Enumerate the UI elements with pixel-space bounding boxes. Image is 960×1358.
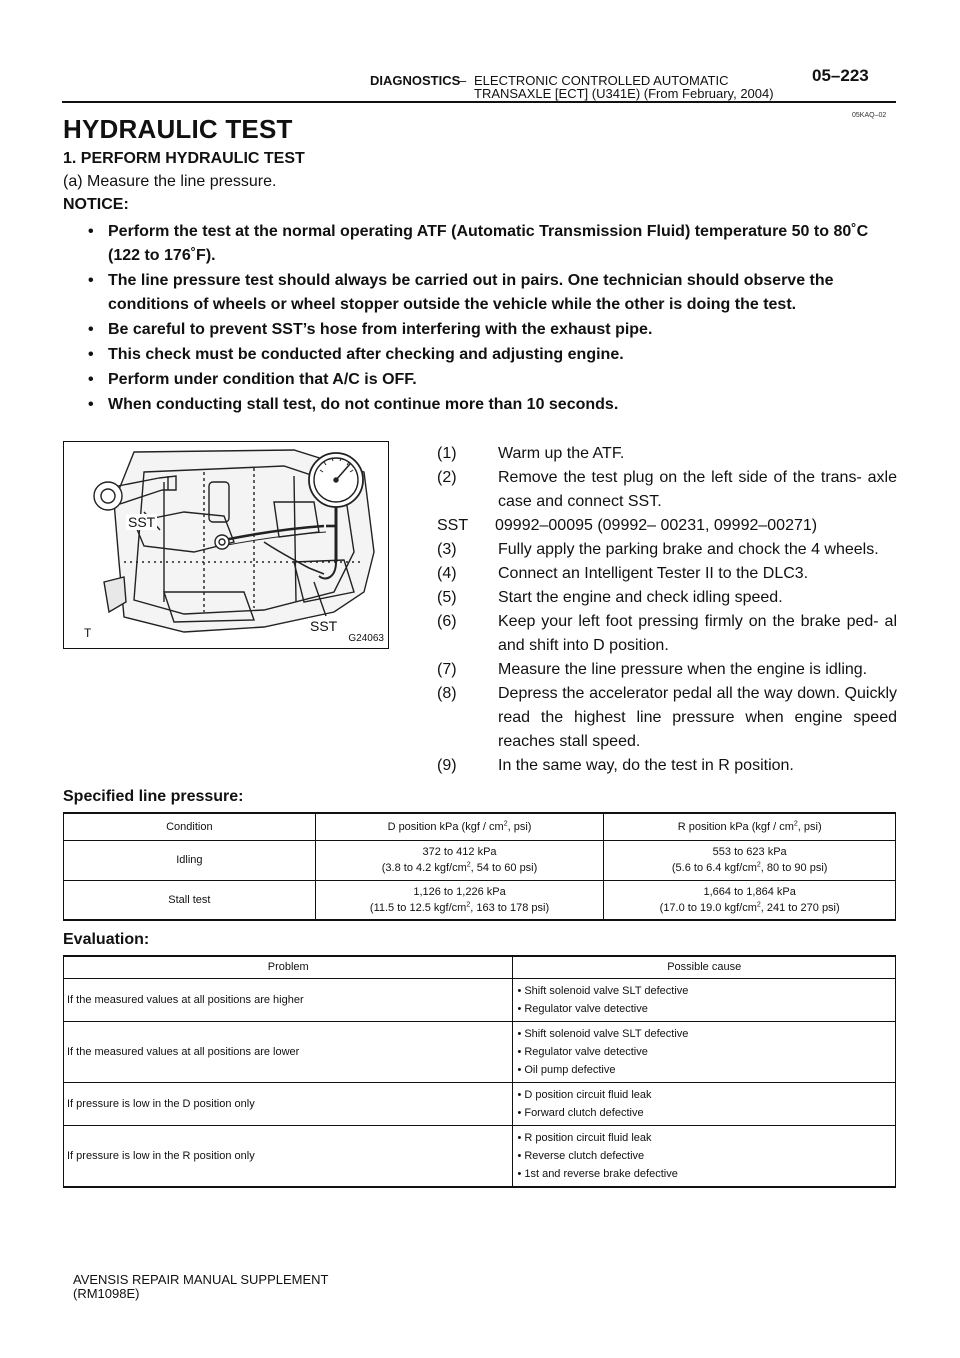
procedure-step: (5) Start the engine and check idling speed. [437,589,783,606]
table-cell: • D position circuit fluid leak • Forward clutch defective [513,1082,896,1125]
table-cell: If pressure is low in the D position only [64,1082,513,1125]
table-cell: • Shift solenoid valve SLT defective • Regulator valve detective • Oil pump defective [513,1021,896,1082]
table-row [64,1021,896,1082]
table-cell: 1,664 to 1,864 kPa (17.0 to 19.0 kgf/$cm^2$, 241 to 270 psi) [604,880,896,920]
figure-label-sst-bottom: SST [310,618,338,634]
procedure-step: (4) Connect an Intelligent Tester II to the DLC3. [437,565,809,582]
page-number: 05–223 [812,66,869,85]
table-row [64,840,896,880]
table-cell: Stall test [64,880,316,920]
procedure-step: (9) In the same way, do the test in R position. [437,757,794,774]
notice-label: NOTICE: [63,196,129,213]
procedure-step: (3) Fully apply the parking brake and chock the 4 wheels. [437,541,879,558]
column-header: D position kPa ($kgf / cm^2$, psi) [315,813,604,840]
table-cell: 1,126 to 1,226 kPa (11.5 to 12.5 kgf/$cm^2$, 163 to 178 psi) [315,880,604,920]
table-cell: Idling [64,840,316,880]
table-cell: • Shift solenoid valve SLT defective • Regulator valve detective [513,978,896,1021]
notice-item: • This check must be conducted after checking and adjusting engine. [88,343,898,367]
hydraulic-test-illustration [63,441,389,649]
table-row [64,1082,896,1125]
bullet-icon: • [88,272,94,289]
spec-table-title: Specified line pressure: [63,788,244,805]
spec-table [63,812,896,921]
notice-item: • Be careful to prevent SST’s hose from interfering with the exhaust pipe. [88,318,898,342]
header-rule [62,101,896,103]
bullet-icon: • [88,321,94,338]
document-code: 05KAQ–02 [852,112,887,119]
column-header: Condition [64,813,316,840]
header-dash: – [459,73,467,88]
table-cell: 372 to 412 kPa (3.8 to 4.2 kgf/$cm^2$, 54 to 60 psi) [315,840,604,880]
step-heading: 1. PERFORM HYDRAULIC TEST [63,150,305,167]
eval-table [63,955,896,1188]
notice-item: • The line pressure test should always be carried out in pairs. One technician should observe the conditions of wheels or wheel stopper outside the vehicle while the other is doing the test. [88,269,898,317]
notice-item: • Perform under condition that A/C is OFF. [88,368,898,392]
page-title: HYDRAULIC TEST [63,114,293,144]
table-row [64,880,896,920]
notice-item: • When conducting stall test, do not continue more than 10 seconds. [88,393,898,417]
notice-item: • Perform the test at the normal operating ATF (Automatic Transmission Fluid) temperature 50 to 80˚C (122 to 176˚F). [88,220,898,268]
substep-text: (a) Measure the line pressure. [63,173,277,190]
column-header: Possible cause [513,956,896,978]
table-cell: • R position circuit fluid leak • Reverse clutch defective • 1st and reverse brake defective [513,1125,896,1187]
table-header-row [64,956,896,978]
bullet-icon: • [88,396,94,413]
header-title-line2: TRANSAXLE [ECT] (U341E) (From February, 2004) [474,86,774,101]
table-row [64,1125,896,1187]
procedure-step: (1) Warm up the ATF. [437,445,625,462]
procedure-step: (8) Depress the accelerator pedal all the way down. Quickly read the highest line pressure when engine speed reaches stall speed. [437,685,897,750]
table-cell: If pressure is low in the R position only [64,1125,513,1187]
figure-id: G24063 [348,633,384,644]
procedure-list [437,442,897,778]
transaxle-gauge-drawing-icon [64,442,389,649]
header-section: DIAGNOSTICS [370,73,461,88]
table-header-row [64,813,896,840]
procedure-sst: SST 09992–00095 (09992– 00231, 09992–00271) [437,517,818,534]
table-cell: 553 to 623 kPa (5.6 to 6.4 kgf/$cm^2$, 80 to 90 psi) [604,840,896,880]
figure-label-sst-top: SST [128,514,156,530]
notice-list [88,220,898,418]
eval-table-title: Evaluation: [63,931,150,948]
procedure-step: (7) Measure the line pressure when the engine is idling. [437,661,868,678]
footer-manual-title: AVENSIS REPAIR MANUAL SUPPLEMENT [73,1272,329,1287]
header-title-line1: ELECTRONIC CONTROLLED AUTOMATIC [474,73,729,88]
bullet-icon: • [88,223,94,240]
column-header: R position kPa ($kgf / cm^2$, psi) [604,813,896,840]
column-header: Problem [64,956,513,978]
procedure-step: (6) Keep your left foot pressing firmly on the brake ped- al and shift into D position. [437,613,897,654]
procedure-step: (2) Remove the test plug on the left side of the trans- axle case and connect SST. [437,469,897,510]
footer-manual-code: (RM1098E) [73,1286,140,1301]
table-cell: If the measured values at all positions are lower [64,1021,513,1082]
bullet-icon: • [88,346,94,363]
bullet-icon: • [88,371,94,388]
table-cell: If the measured values at all positions are higher [64,978,513,1021]
figure-label-t: T [84,626,92,640]
table-row [64,978,896,1021]
